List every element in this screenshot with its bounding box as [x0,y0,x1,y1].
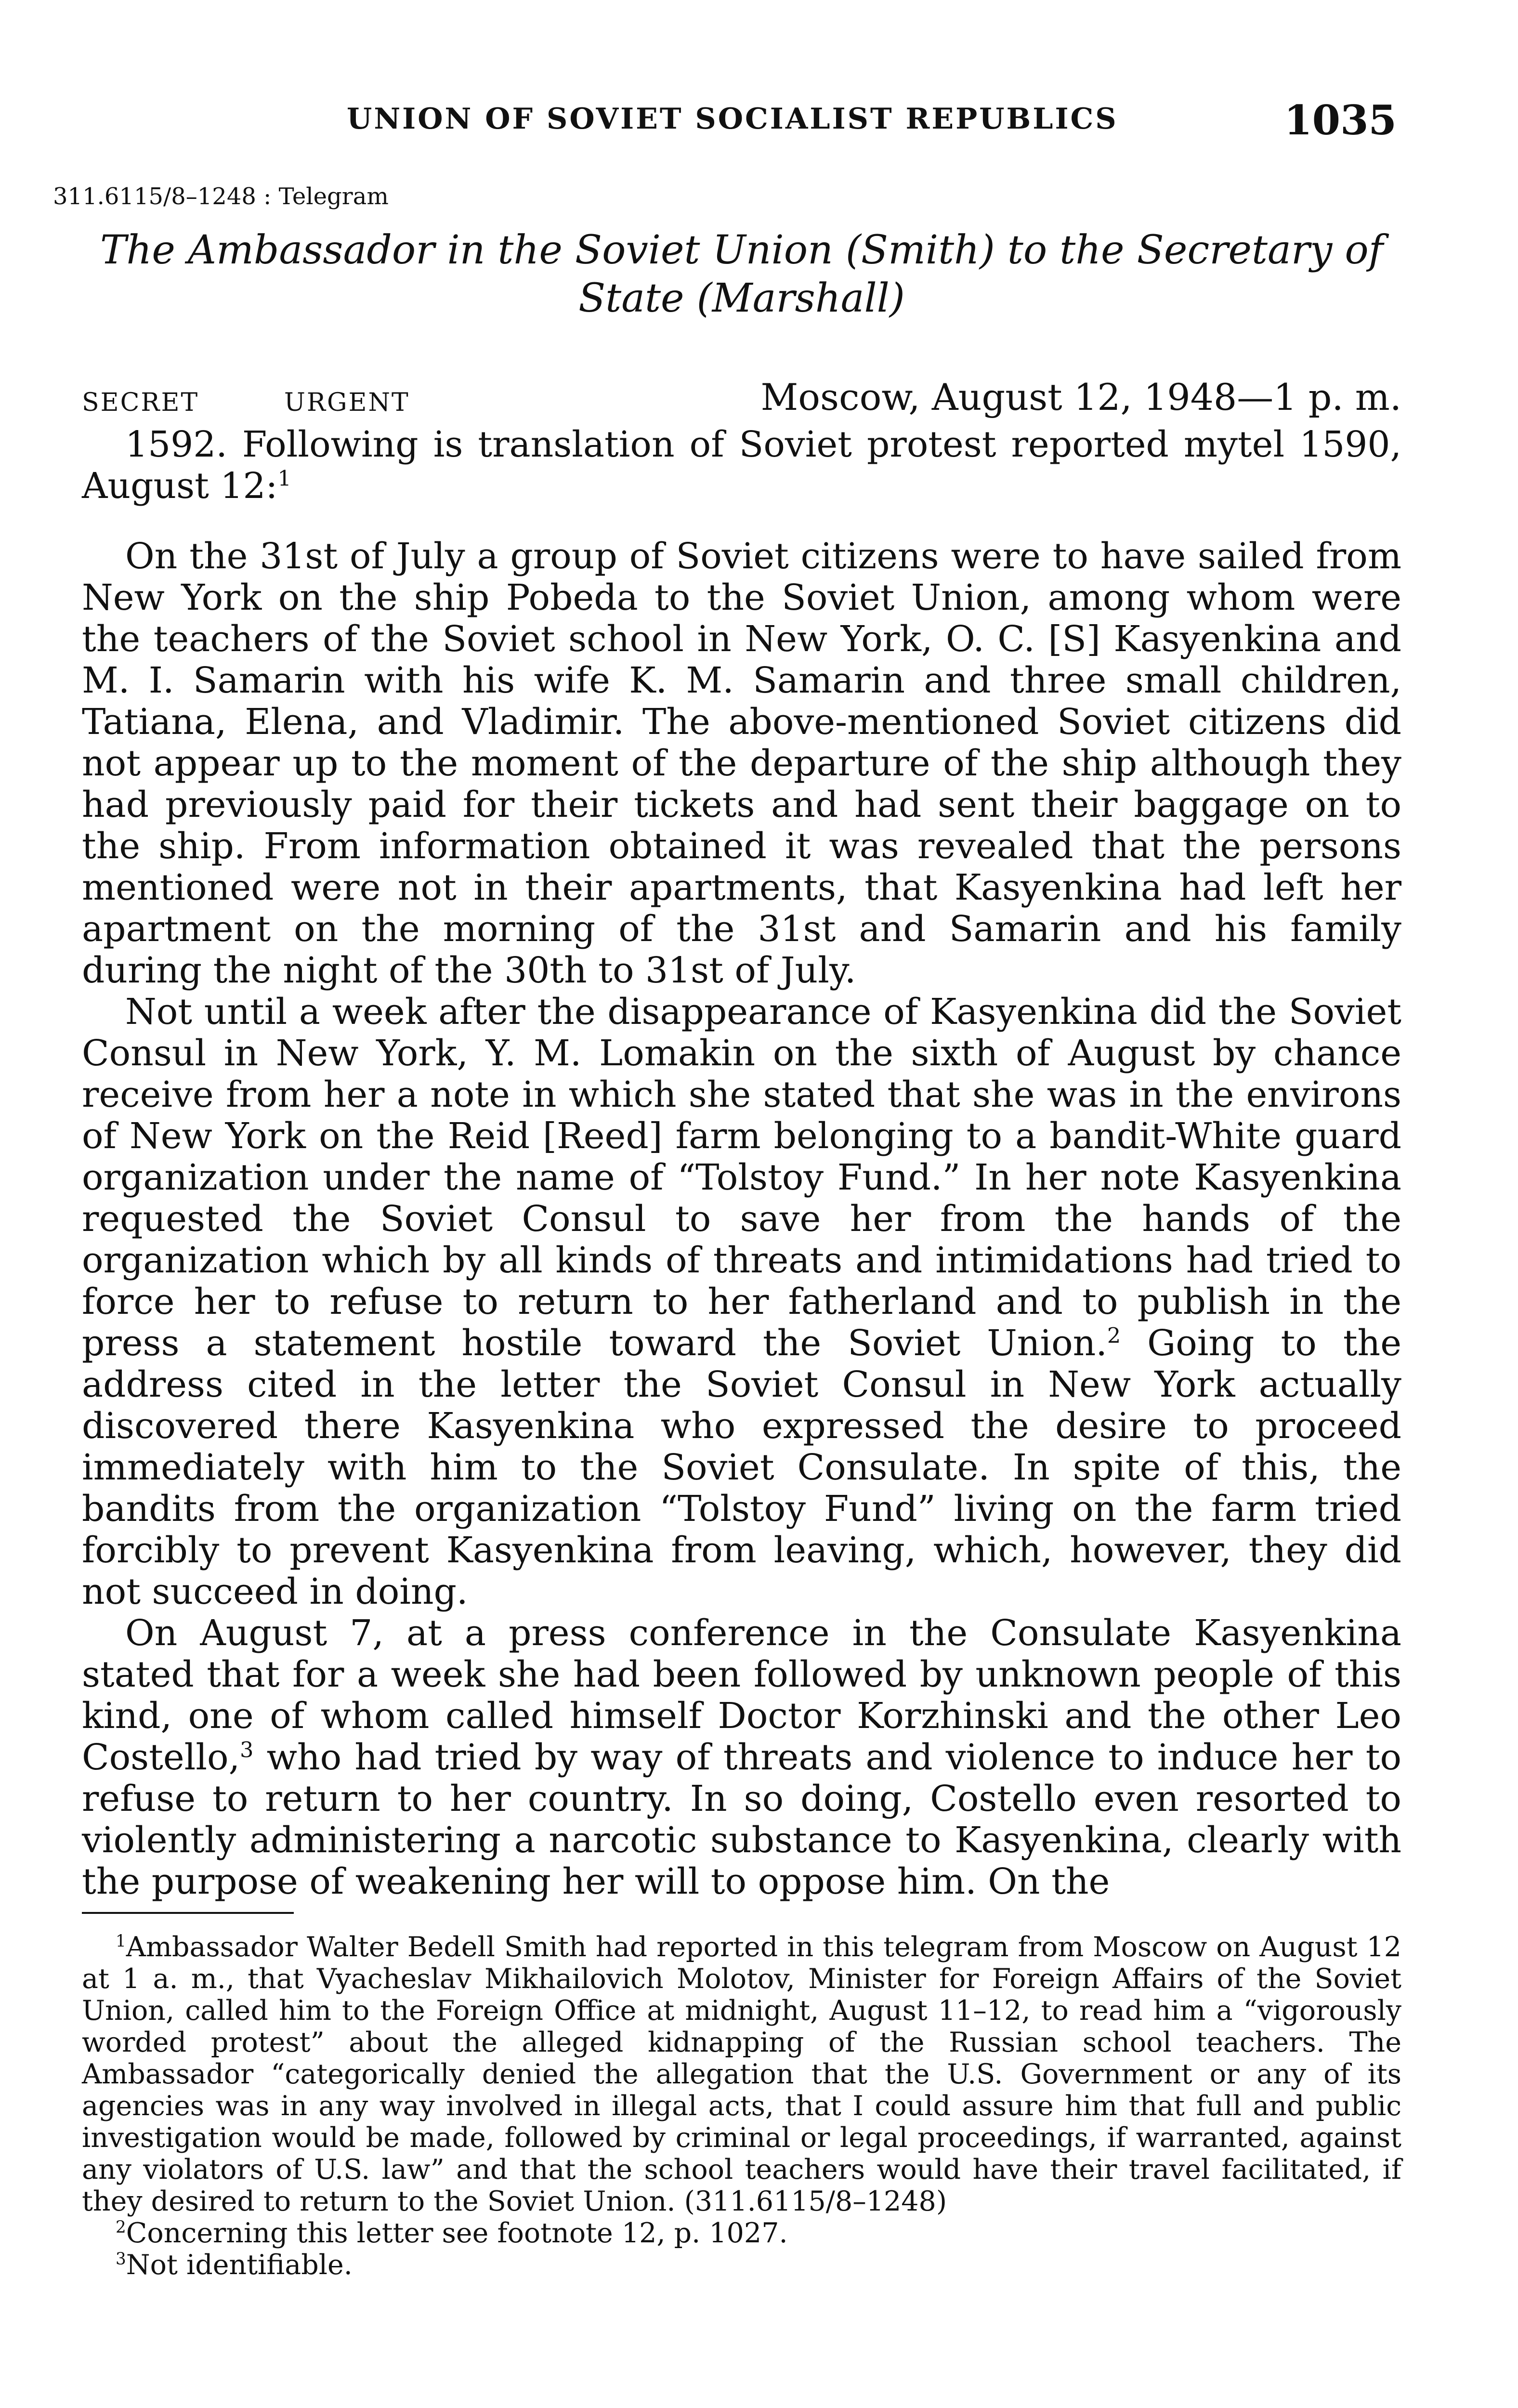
footnote-ref-3: 3 [240,1738,254,1763]
footnotes [82,1931,1401,2281]
opening-text: 1592. Following is translation of Soviet protest reported mytel 1590, August 12: [82,424,1401,507]
title-line-2: State (Marshall) [578,275,905,321]
page-number: 1035 [1284,96,1397,144]
title-line-1: The Ambassador in the Soviet Union (Smith) to the Secretary of [100,227,1384,273]
body-paragraph-2-text: Not until a week after the disappearance of Kasyenkina did the Soviet Consul in New York, Y. M. Lomakin on the sixth of August by chance receive from her a note in which she stated that she was in the environs of New York on the Reid [Reed] farm belonging to a bandit-White guard organization under the name of “Tolstoy Fund.” In her note Kasyenkina requested the Soviet Consul to save her from the hands of the organization which by all kinds of threats and intimidations had tried to force her to refuse to return to her fatherland and to publish in the press a statement hostile toward the Soviet Union. [82,991,1401,1364]
body-paragraph-2-continued: Going to the address cited in the letter the Soviet Consul in New York actually discovered there Kasyenkina who expressed the desire to proceed immediately with him to the Soviet Consulate. In spite of this, the bandits from the organization “Tolstoy Fund” living on the farm tried forcibly to prevent Kasyenkina from leaving, which, however, they did not succeed in doing. [82,1322,1402,1612]
footnote-1-marker: 1 [116,1932,126,1951]
body-paragraph-3-text-a: On August 7, at a press conference in the Consulate Kasyenkina stated that for a week she had been followed by unknown people of this kind, one of whom called himself Doctor Korzhinski and the other Leo Costello, [82,1612,1401,1778]
classification-secret: SECRET [82,388,199,417]
footnote-3-text: Not identifiable. [126,2249,353,2281]
running-head [77,96,1397,149]
footnote-1-text: Ambassador Walter Bedell Smith had reported in this telegram from Moscow on August 12 at 1 a. m., that Vyacheslav Mikhailovich Molotov, Minister for Foreign Affairs of the Soviet Union, called him to the Foreign Office at midnight, August 11–12, to read him a “vigorously worded protest” about the alleged kidnapping of the Russian school teachers. The Ambassador “categorically denied the allegation that the U.S. Government or any of its agencies was in any way involved in illegal acts, that I could assure him that full and public investigation would be made, followed by criminal or legal proceedings, if warranted, against any violators of U.S. law” and that the school teachers would have their travel facilitated, if they desired to return to the Soviet Union. (311.6115/8–1248) [82,1931,1401,2217]
document-title [82,226,1401,323]
body-paragraph-2 [82,991,1401,1612]
file-reference: 311.6115/8–1248 : Telegram [53,183,389,210]
dateline: Moscow, August 12, 1948—1 p. m. [760,376,1401,419]
footnote-2-text: Concerning this letter see footnote 12, p. 1027. [126,2217,788,2249]
classification-line [82,376,1401,429]
footnote-1 [82,1931,1401,2217]
footnote-2-marker: 2 [116,2218,126,2237]
body-paragraph-1: On the 31st of July a group of Soviet citizens were to have sailed from New York on the ship Pobeda to the Soviet Union, among whom were the teachers of the Soviet school in New York, O. C. [S] Kasyenkina and M. I. Samarin with his wife K. M. Samarin and three small children, Tatiana, Elena, and Vladimir. The above-mentioned Soviet citizens did not appear up to the moment of the departure of the ship although they had previously paid for their tickets and had sent their baggage on to the ship. From information obtained it was revealed that the persons mentioned were not in their apartments, that Kasyenkina had left her apartment on the morning of the 31st and Samarin and his family during the night of the 30th to 31st of July. [82,536,1401,991]
body-paragraph-3 [82,1612,1401,1902]
footnote-3-marker: 3 [116,2250,126,2269]
footnote-3 [82,2249,1401,2281]
opening-paragraph [82,424,1401,507]
footnote-ref-1: 1 [277,466,291,491]
running-title: UNION OF SOVIET SOCIALIST REPUBLICS [347,102,1118,136]
telegram-body [82,424,1401,1902]
classification-urgent: URGENT [284,388,410,417]
footnote-2 [82,2217,1401,2249]
footnote-divider [82,1912,294,1914]
footnote-ref-2: 2 [1107,1323,1121,1348]
body-paragraph-3-text-b: who had tried by way of threats and violence to induce her to refuse to return to her country. In so doing, Costello even resorted to violently administering a narcotic substance to Kasyenkina, clearly with the purpose of weakening her will to oppose him. On the [82,1737,1401,1902]
